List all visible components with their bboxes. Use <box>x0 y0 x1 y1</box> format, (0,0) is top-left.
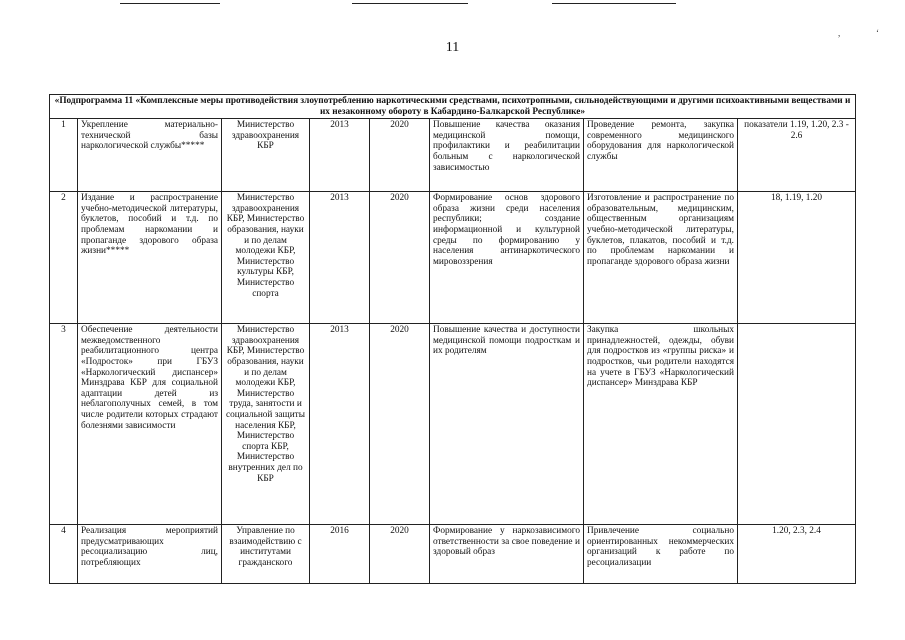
subprogram-table <box>49 94 856 584</box>
result-cell: Формирование основ здорового образа жизни среди населения республики; создание информационной и культурной среды по формированию у населения антинаркотического мировоззрения <box>430 192 584 324</box>
row-number: 1 <box>50 119 78 192</box>
table-row <box>50 525 856 584</box>
executor-cell: Управление по взаимодействию с институтами гражданского <box>222 525 310 584</box>
indicators-cell: 1.20, 2.3, 2.4 <box>738 525 856 584</box>
content-cell: Привлечение социально ориентированных некоммерческих организаций к работе по ресоциализации <box>584 525 738 584</box>
content-cell: Закупка школьных принадлежностей, одежды, обуви для подростков из «группы риска» и подростков, чьи родители находятся на учете в ГБУЗ «Наркологический диспансер» Минздрава КБР <box>584 324 738 525</box>
subprogram-title: «Подпрограмма 11 «Комплексные меры противодействия злоупотреблению наркотическими средствами, психотропными, сильнодействующими и другими психоактивными веществами и их незаконному обороту в Кабардино-Балкарской Республике» <box>50 95 856 119</box>
start-year-cell: 2013 <box>310 324 370 525</box>
table-row <box>50 119 856 192</box>
executor-cell: Министерство здравоохранения КБР <box>222 119 310 192</box>
result-cell: Формирование у наркозависимого ответственности за свое поведение и здоровый образ <box>430 525 584 584</box>
measure-cell: Укрепление материально-технической базы наркологической службы***** <box>78 119 222 192</box>
end-year-cell: 2020 <box>370 324 430 525</box>
start-year-cell: 2016 <box>310 525 370 584</box>
indicators-cell <box>738 324 856 525</box>
result-cell: Повышение качества и доступности медицинской помощи подросткам и их родителям <box>430 324 584 525</box>
row-number: 2 <box>50 192 78 324</box>
result-cell: Повышение качества оказания медицинской помощи, профилактики и реабилитации больным с наркологической зависимостью <box>430 119 584 192</box>
end-year-cell: 2020 <box>370 192 430 324</box>
measure-cell: Реализация мероприятий предусматривающих ресоциализацию лиц, потребляющих <box>78 525 222 584</box>
indicators-cell: 18, 1.19, 1.20 <box>738 192 856 324</box>
scan-mark-1: , <box>838 28 841 38</box>
content-cell: Изготовление и распространение по образовательным, медицинским, общественным организациям учебно-методической литературы, буклетов, плакатов, пособий и т.д. по проблемам наркомании и пропаганде здорового образа жизни <box>584 192 738 324</box>
indicators-cell: показатели 1.19, 1.20, 2.3 - 2.6 <box>738 119 856 192</box>
table-row <box>50 192 856 324</box>
executor-cell: Министерство здравоохранения КБР, Министерство образования, науки и по делам молодежи КБР, Министерство культуры КБР, Министерство спорта <box>222 192 310 324</box>
measure-cell: Обеспечение деятельности межведомственного реабилитационного центра «Подросток» при ГБУЗ «Наркологический диспансер» Минздрава КБР для социальной адаптации детей из неблагополучных семей, в том числе родители которых страдают болезнями зависимости <box>78 324 222 525</box>
row-number: 4 <box>50 525 78 584</box>
start-year-cell: 2013 <box>310 192 370 324</box>
header-rule-right <box>552 3 676 4</box>
header-rule-left <box>120 3 220 4</box>
end-year-cell: 2020 <box>370 525 430 584</box>
scan-mark-2: ‘ <box>876 28 879 38</box>
measure-cell: Издание и распространение учебно-методической литературы, буклетов, пособий и т.д. по проблемам наркомании и пропаганде здорового образа жизни***** <box>78 192 222 324</box>
row-number: 3 <box>50 324 78 525</box>
header-rule-middle <box>352 3 468 4</box>
start-year-cell: 2013 <box>310 119 370 192</box>
executor-cell: Министерство здравоохранения КБР, Министерство образования, науки и по делам молодежи КБР, Министерство труда, занятости и социальной защиты населения КБР, Министерство спорта КБР, Министерство внутренних дел по КБР <box>222 324 310 525</box>
table-row <box>50 324 856 525</box>
content-cell: Проведение ремонта, закупка современного медицинского оборудования для наркологической службы <box>584 119 738 192</box>
end-year-cell: 2020 <box>370 119 430 192</box>
page-number: 11 <box>445 40 460 55</box>
